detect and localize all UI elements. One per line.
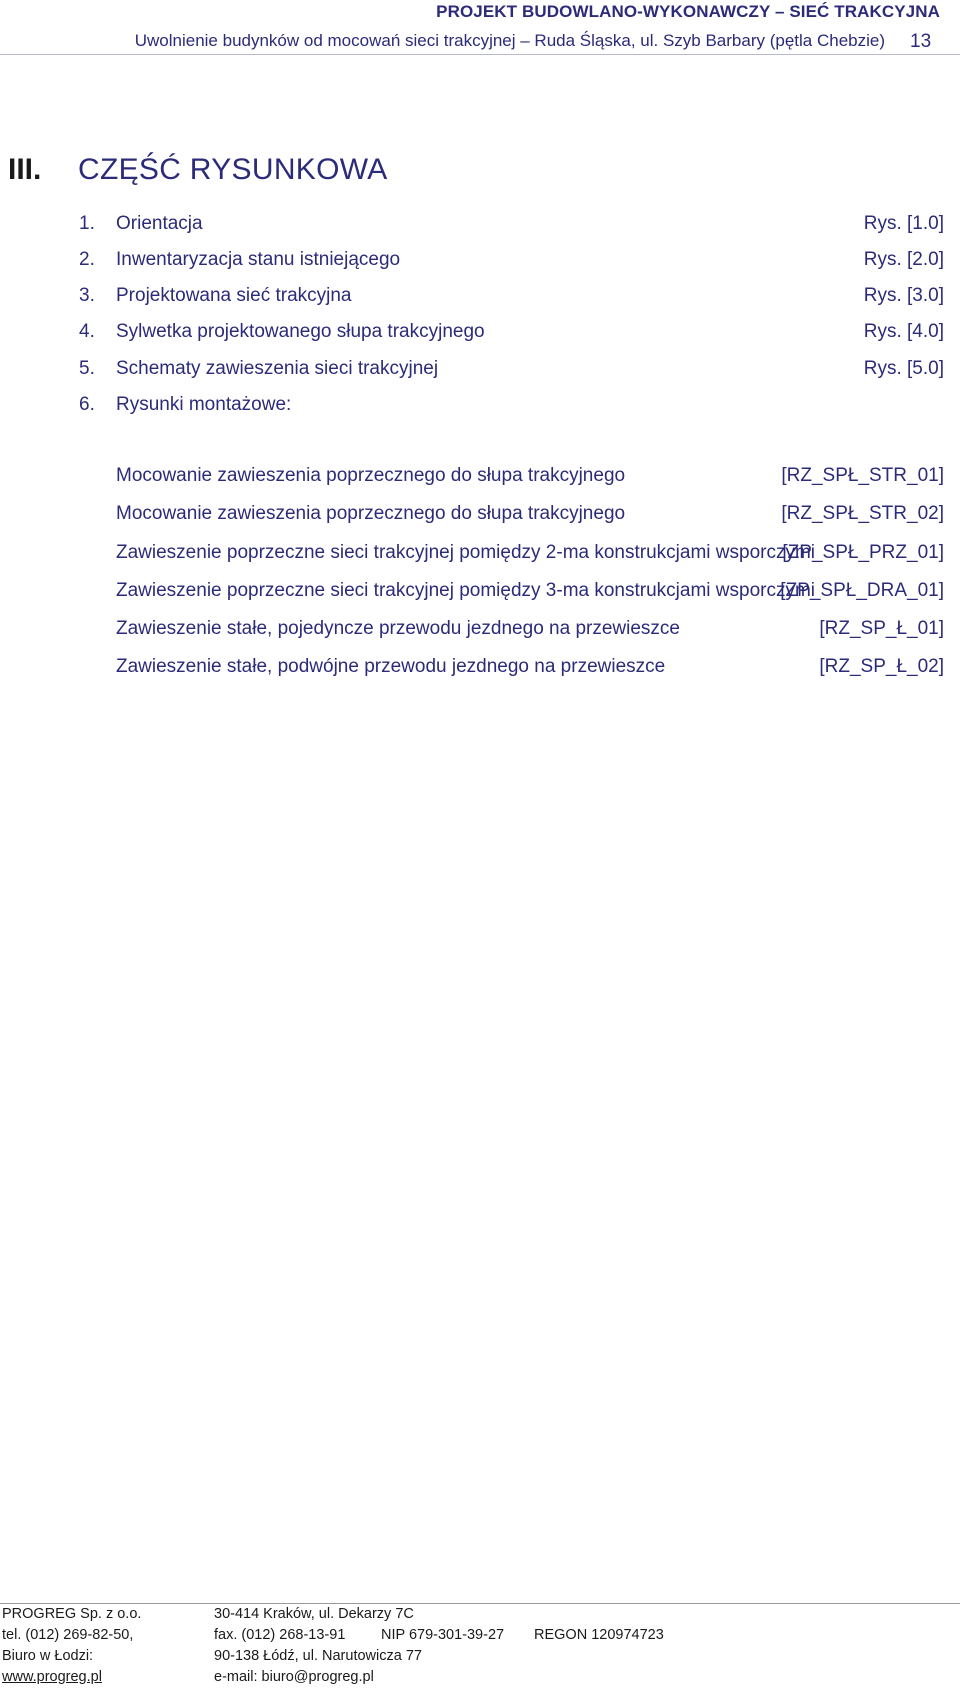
- toc-item-number: 5.: [79, 358, 95, 379]
- footer-fax: fax. (012) 268-13-91: [214, 1627, 346, 1643]
- toc-item-ref: Rys. [4.0]: [863, 321, 944, 342]
- toc-item-label: Rysunki montażowe:: [116, 394, 292, 415]
- footer-website-link[interactable]: www.progreg.pl: [2, 1669, 102, 1685]
- header-subtitle: Uwolnienie budynków od mocowań sieci trakcyjnej – Ruda Śląska, ul. Szyb Barbary (pętla Chebzie): [134, 31, 885, 50]
- drawing-ref: [RZ_SP_Ł_01]: [819, 618, 944, 639]
- section-number: III.: [8, 153, 42, 186]
- footer-divider: [0, 1603, 960, 1604]
- list-item: [0, 465, 960, 495]
- toc-item-label: Sylwetka projektowanego słupa trakcyjnego: [116, 321, 485, 342]
- section-title: CZĘŚĆ RYSUNKOWA: [78, 153, 388, 186]
- toc-item-number: 6.: [79, 394, 95, 415]
- toc-item-ref: Rys. [1.0]: [863, 213, 944, 234]
- drawing-label: Zawieszenie stałe, podwójne przewodu jezdnego na przewieszce: [116, 656, 666, 677]
- drawing-label: Mocowanie zawieszenia poprzecznego do słupa trakcyjnego: [116, 503, 626, 524]
- footer-phone: tel. (012) 269-82-50,: [2, 1627, 134, 1643]
- footer-address: 30-414 Kraków, ul. Dekarzy 7C: [214, 1606, 414, 1622]
- toc-item-label: Inwentaryzacja stanu istniejącego: [116, 249, 401, 270]
- drawing-ref: [ZP_SPŁ_PRZ_01]: [782, 542, 944, 563]
- toc-item: [0, 213, 960, 243]
- header-title: PROJEKT BUDOWLANO-WYKONAWCZY – SIEĆ TRAKCYJNA: [436, 2, 940, 21]
- toc-item-number: 3.: [79, 285, 95, 306]
- footer-email[interactable]: e-mail: biuro@progreg.pl: [214, 1669, 374, 1685]
- header-divider: [0, 54, 960, 55]
- toc-item: [0, 285, 960, 315]
- footer-company: PROGREG Sp. z o.o.: [2, 1606, 142, 1622]
- toc-item-number: 4.: [79, 321, 95, 342]
- toc-item-ref: Rys. [3.0]: [863, 285, 944, 306]
- footer-nip: NIP 679-301-39-27: [381, 1627, 505, 1643]
- toc-item-ref: Rys. [5.0]: [863, 358, 944, 379]
- toc-item-number: 1.: [79, 213, 95, 234]
- toc-item: [0, 249, 960, 279]
- drawing-label: Zawieszenie poprzeczne sieci trakcyjnej pomiędzy 2-ma konstrukcjami wsporczymi: [116, 542, 816, 563]
- drawing-label: Zawieszenie poprzeczne sieci trakcyjnej pomiędzy 3-ma konstrukcjami wsporczymi: [116, 580, 816, 601]
- footer-branch-address: 90-138 Łódź, ul. Narutowicza 77: [214, 1648, 422, 1664]
- toc-item: [0, 394, 960, 424]
- drawing-ref: [RZ_SPŁ_STR_01]: [781, 465, 944, 486]
- list-item: [0, 542, 960, 572]
- drawing-ref: [RZ_SPŁ_STR_02]: [781, 503, 944, 524]
- list-item: [0, 503, 960, 533]
- footer-branch: Biuro w Łodzi:: [2, 1648, 94, 1664]
- toc-item-ref: Rys. [2.0]: [863, 249, 944, 270]
- toc-item-number: 2.: [79, 249, 95, 270]
- drawing-ref: [RZ_SP_Ł_02]: [819, 656, 944, 677]
- toc-item: [0, 321, 960, 351]
- toc-item-label: Schematy zawieszenia sieci trakcyjnej: [116, 358, 439, 379]
- list-item: [0, 618, 960, 648]
- list-item: [0, 656, 960, 686]
- footer-regon: REGON 120974723: [534, 1627, 664, 1643]
- toc-item: [0, 358, 960, 388]
- page-number: 13: [910, 31, 932, 52]
- toc-item-label: Orientacja: [116, 213, 203, 234]
- drawing-label: Mocowanie zawieszenia poprzecznego do słupa trakcyjnego: [116, 465, 626, 486]
- drawing-label: Zawieszenie stałe, pojedyncze przewodu jezdnego na przewieszce: [116, 618, 680, 639]
- drawing-ref: [ZP_SPŁ_DRA_01]: [780, 580, 944, 601]
- toc-item-label: Projektowana sieć trakcyjna: [116, 285, 352, 306]
- list-item: [0, 580, 960, 610]
